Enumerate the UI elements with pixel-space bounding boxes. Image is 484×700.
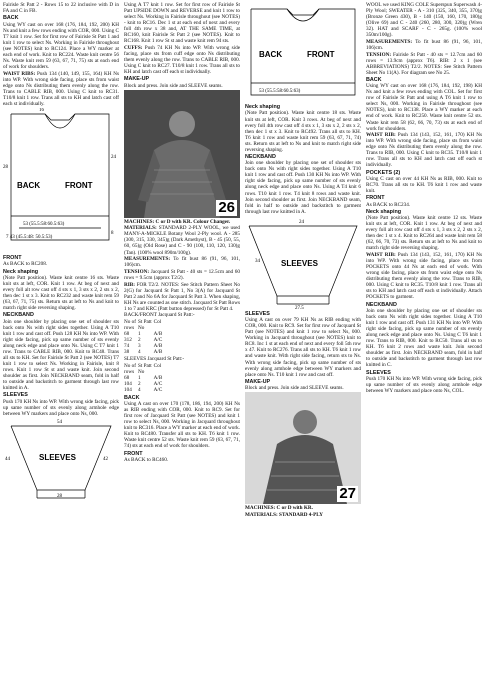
makeup-text: Block and press. Join side and SLEEVE seams. — [124, 82, 223, 89]
front-label: FRONT — [65, 180, 93, 190]
dim-mid: 24 — [111, 154, 116, 160]
sleeve-dim-right: 42 — [103, 456, 108, 462]
sleeves-heading: SLEEVES — [3, 392, 28, 399]
waist-rib-text-4: WAIST RIB: Push 134 (143, 152, 161, 170) KH Ns into WP. With wrong side facing, place sts from waist edge onto Ns distributing them evenly along the row. Trans to RIB, 000. Using C knit to RC35. T10/8 knit 1 row. Trans all sts to KH and latch cast off each st individually. — [366, 132, 482, 169]
garment-photo-27 — [245, 392, 361, 504]
neck-shaping-heading-4: Neck shaping — [366, 208, 402, 215]
neckband-text-2: Join one shoulder by placing one set of shoulder sts back onto Ns with right sides together. Using A T10 knit 1 row and cast off. Push 130 KH Ns into WP. With right side facing, pick up same number of sts evenly along neck edge and place onto Ns. Using A T4 knit 6 rows. T10 knit 1 row. T4 knit 8 rows and waste knit. Join second shoulder as first. Join NECKBAND seam, fold in half to outside and backstitch to garment through last row knitted in A. — [245, 160, 361, 215]
front-text-4: As BACK to RC234. — [366, 201, 411, 208]
neckband-text: Join one shoulder by placing one set of shoulder sts back onto Ns with right sides together. Using A T10 knit 1 row and cast off. Push 128 KH Ns into WP. With right side facing, pick up same number of sts evenly along neck edge and place onto Ns. Using C T7 knit 1 row. Trans to CABLE RIB, 000. Knit to RC48. Trans all sts to KH. Set for Fairisle St Patt 2 (see NOTES) T7 knit 1 row to select Ns. Working in Fairisle, knit 8 rows. Knit 1 row St st and waste knit. Join second shoulder as first. Join NECKBAND seam, fold in half to outside and backstitch to garment through last row knitted in A. — [3, 318, 119, 392]
makeup-heading-2: MAKE-UP — [245, 378, 271, 385]
backfront-patt-text: BACK/FRONT Jacquard St Patt:- — [124, 312, 195, 319]
back-front-diagram — [3, 108, 119, 254]
cuffs-text: CUFFS: Push 74 KH Ns into WP. With wrong side facing, place sts from cuff edge onto Ns distributing them evenly along the row. Trans to CABLE RIB, 000. Using C knit to RC27. T10/8 knit 1 row. Trans all sts to KH and latch cast off each st individually. — [124, 44, 241, 76]
column-4 — [366, 2, 482, 395]
table-row: 104 2 A/C — [124, 381, 163, 388]
back-front-diagram-2 — [245, 3, 361, 103]
sleeve-dim-left: 44 — [5, 456, 10, 462]
back-label-2: BACK — [259, 50, 283, 59]
makeup-heading: MAKE-UP — [124, 76, 150, 83]
back-label: BACK — [17, 180, 41, 190]
sleeve-dim-bottom: 28 — [57, 493, 62, 499]
back-heading: BACK — [3, 15, 19, 22]
neck-shaping-text-2: (Note Patt position). Waste knit centre 18 sts. Waste knit sts at left, COR. Knit 3 rows. At beg of next and every foll 4th row cast off 4 sts x 1, 3 sts x 2, 2 sts x 2, then dec 1 st x 3. Knit to RC492. Trans all sts to KH. T6 knit 1 row and waste knit rem 59 (63, 67, 71, 74) sts. Return sts at left to Ns and knit to match right side reversing shaping. — [245, 110, 361, 153]
front2-text: As BACK to RC460. — [124, 456, 169, 463]
materials-cont-text: WOOL we used KING COLE Superspun Superwash 4-Ply Wool; SWEATER - A - 310 (325, 340, 355, 370)g (Bronze Green 430), B - 140 (150, 160, 170, 180)g (Olive 69) and C - 240 (260, 280, 300, 320)g (Wren 32). HAT and SCARF - C - 265g. (100% wool 350m/100g). — [366, 2, 482, 39]
sleeve-label: SLEEVES — [39, 452, 76, 462]
sleeves-patt-table: No of St Patt Col rows No 68 1 A/B 104 2 A/C 104 4 A/C — [124, 363, 163, 394]
dim-right: 8 — [111, 230, 114, 236]
sleeves-heading-4: SLEEVES — [366, 369, 391, 376]
table-row: 312 2 A/C — [124, 337, 163, 344]
neck-shaping-text-4: (Note Patt position). Waste knit centre 12 sts. Waste knit sts at left, COR. Knit 1 row. At beg of next and every foll alt row cast off 4 sts x 1, 3 sts x 2, 2 sts x 2, then dec 1 st x 4. Knit to RC264 and waste knit rem 58 (62, 66, 70, 73) sts. Return sts at left to Ns and knit to match right side reversing shaping. — [366, 215, 482, 252]
back-text-4: Using WY cast on over 168 (176, 184, 192, 198) KH Ns and knit a few rows ending with COL. Set for first row of Fairisle St Patt and using A T6 knit 1 row to select Ns, 000. Working in Fairisle throughout (see NOTES), knit to RC138. Place a WY marker at each end of work. Knit to RC250. Waste knit centre 52 sts. Waste knit rem 58 (62, 66, 70, 73) sts at each end of work for shoulders. — [366, 83, 482, 132]
sleeve-cont-text: Using A T7 knit 1 row. Set for first row of Fairisle St Patt UPSIDE DOWN and REVERSE and knit 1 row to select Ns. Working in Fairisle throughout (see NOTES) - knit to RC16. Dec 1 st at each end of next and every foll 4th row x 38 and, AT THE SAME TIME, at RC160, knit Fairisle St Patt 2 (see NOTES). Knit to RC168. Knit 1 row St st and waste knit rem 94 sts. — [124, 2, 240, 45]
table-row: 104 4 A/C — [124, 387, 163, 394]
dim-left: 28 — [3, 164, 8, 170]
tension-text: TENSION: Jacquard St Patt - 40 sts = 12.5cm and 60 rows = 9.5cm (approx T2/2). — [124, 268, 240, 281]
dim-width-2: 53 (55.5:58:60.5:63) — [259, 89, 301, 94]
pockets-text: Using C cast on over 44 KH Ns as RIB, 000. Knit to RC70. Trans all sts to KH. T6 knit 1 row and waste knit. — [366, 175, 482, 195]
dim-width: 53 (55.5:58:60.5:63) — [23, 221, 65, 227]
sleeve-diagram — [3, 418, 119, 502]
waist-rib-text-4b: WAIST RIB: Push 134 (143, 152, 161, 170) KH Ns into WP. With wrong side facing, place sts from POCKETS onto 44 Ns at each end of work. With wrong side facing, place sts from waist edge onto Ns distributing them evenly along the row. Trans to RIB, 000. Using C knit to RC35. T10/8 knit 1 row. Trans all sts to KH and latch cast off each st individually. Attach POCKETS to garment. — [366, 252, 482, 301]
table-row: 68 1 A/B — [124, 375, 163, 382]
front-text: As BACK to RC208. — [3, 261, 48, 268]
pockets-heading: POCKETS (2) — [366, 169, 401, 176]
front-heading: FRONT — [3, 255, 22, 262]
makeup-text-2: Block and press. Join side and SLEEVE seams. — [245, 385, 344, 392]
neck-shaping-text: (Note Patt position). Waste knit centre 16 sts. Waste knit sts at left, COR. Knit 1 row. At beg of next and every foll alt row cast off 4 sts x 1, 3 sts x 2, 2 sts x 2, then dec 1 st x 3. Knit to RC232 and waste knit rem 59 (63, 67, 71, 75) sts. Return sts at left to Ns and knit to match right side reversing shaping. — [3, 274, 119, 312]
table-row: 38 4 A/B — [124, 349, 163, 356]
photo-number-27: 27 — [339, 485, 356, 503]
sleeves-text-2: Using A cast on over 79 KH Ns as RIB ending with COR, 000. Knit to RC9. Set for first row of Jacquard St Patt (see NOTES) and knit 1 row to select Ns, 000. Working in Jacquard throughout (see NOTES) knit to RC8. Inc 1 st at each end of next and every foll 5th row x 47. Knit to RC276. Trans all sts to KH. T6 knit 1 row and waste knit. With right side facing, return sts to Ns. With wrong side facing, pick up same number of sts evenly along armhole edge between WY markers and place onto Ns. T10 knit 1 row and cast off. — [245, 317, 361, 378]
measurements-text-4: MEASUREMENTS: To fit bust 86 (91, 96, 101, 106)cm. — [366, 38, 483, 51]
back-text: Using WY cast on over 168 (176, 184, 192, 200) KH Ns and knit a few rows ending with COR, 000. Using C T7 knit 1 row. Set for first row of Fairisle St Patt 1 and knit 1 row to select Ns. Working in Fairisle throughout (see NOTES) knit to RC124. Place a WY marker at each end of work. Knit to RC224. Waste knit centre 56 Ns. Waste knit rem 59 (63, 67, 71, 75) sts at each end of work for shoulders. — [3, 21, 119, 70]
sleeve-diagram-2 — [245, 216, 361, 310]
back-heading-4: BACK — [366, 76, 382, 83]
garment-photo-26 — [124, 90, 240, 218]
neckband-heading-2: NECKBAND — [245, 154, 276, 160]
rib-text: RIB: FOR T2/2. NOTES: See Stitch Pattern Sheet No 2(G) for Jacquard St Patt 1, No 3(A) for Jacquard St Patt 2 and No 6A for Jacquard St Patt 3. When shaping, KH Ns are counted as one stitch. Jacquard St Patt Rows 1 to 7 and KRC (Patt button depressed) for St Patt 4. — [124, 281, 241, 312]
tension-text-4: TENSION: Fairisle St Patt - 40 sts = 12.7cm and 60 rows = 13.9cm (approx T6). RIB: 2 x 1 (see ABBREVIATIONS) T2/2. NOTES: See Stitch Pattern Sheet No 11(A). For diagram see No 25. — [366, 51, 482, 76]
waist-ribs-text: WAIST RIBS: Push 134 (140, 149, 155, 164) KH Ns into WP. With wrong side facing, place sts from waist edge onto Ns distributing them evenly along the row. Trans to CABLE RIB, 000. Using C knit to RC31. T10/8 knit 1 row. Trans all sts to KH and latch cast off each st individually. — [3, 70, 119, 107]
sleeve-dim-top: 54 — [57, 419, 62, 425]
sleeves-text-4: Push 170 KH Ns into WP. With wrong side facing, pick up same number of sts evenly along armhole edge between WY markers and place onto Ns, COL. — [366, 375, 482, 394]
neckband-heading-4: NECKBAND — [366, 301, 397, 308]
sleeve2-dim-bottom: 27.5 — [295, 305, 304, 310]
column-2 — [124, 2, 240, 463]
back2-heading: BACK — [124, 394, 140, 401]
column-3 — [245, 2, 361, 518]
measurements-text: MEASUREMENTS: To fit bust 86 (91, 96, 101, 106)cm. — [124, 256, 241, 269]
dim-bottom: 7 43 (45.5:48: 50.5:53) — [6, 234, 53, 240]
materials-text: MATERIALS: STANDARD 2-PLY WOOL, we used MANY-A-MICKLE Botany Wool 2-Ply wool. A - 285 (300, 315, 330, 345)g (Dark Amethyst), B - 45 (50, 55, 60, 65)g (Old Rose) and C - 90 (100, 110, 120, 130)g (Tan). (100% wool 890m/100g). — [124, 225, 240, 256]
sleeves-text: Push 170 KH Ns into WP. With wrong side facing, pick up same number of sts evenly along armhole edge between WY markers and place onto Ns, 000. — [3, 398, 119, 417]
table-row: 74 3 A/B — [124, 343, 163, 350]
front2-heading: FRONT — [124, 450, 143, 457]
dim-top: 16 — [39, 107, 44, 113]
materials-text-2: MATERIALS: STANDARD 4-PLY — [245, 511, 324, 518]
neckband-heading: NECKBAND — [3, 312, 34, 319]
sleeve2-dim-left: 34 — [255, 258, 260, 264]
backfront-patt-table: No of St Patt Col rows No 68 1 A/B 312 2 A/C 74 3 A/B 38 4 A/B — [124, 319, 163, 356]
back2-text: Using A cast on over 170 (178, 186, 194, 200) KH Ns as RIB ending with COR, 000. Knit to RC9. Set for first row of Jacquard St Patt (see NOTES) and knit 1 row to select Ns, 000. Working in Jacquard throughout knit to RC316. Place a WY marker at each end of work. Knit to RC480. Transfer all sts to KH. T6 knit 1 row. Waste knit centre 52 sts. Waste knit rem 59 (63, 67, 71, 74) sts at each end of work for shoulders. — [124, 400, 240, 450]
neck-shaping-heading-2: Neck shaping — [245, 104, 281, 111]
sleeve2-dim-top: 24 — [299, 219, 304, 225]
sleeves-patt-text: SLEEVES Jacquard St Patt:- — [124, 356, 185, 363]
neck-shaping-heading: Neck shaping — [3, 268, 39, 275]
column-1 — [3, 2, 119, 503]
table-row: 68 1 A/B — [124, 331, 163, 338]
intro-text: Fairisle St Patt 2 - Rows 15 to 22 inclusive with D in FA and C in FB. — [3, 2, 119, 15]
photo-number-26: 26 — [218, 198, 235, 216]
front-label-2: FRONT — [307, 50, 335, 59]
neckband-text-4: Join one shoulder by placing one set of shoulder sts back onto Ns with right sides together. Using A T10 knit 1 row and cast off. Push 131 KH Ns into WP. With right side facing, pick up same number of sts evenly along neck edge and place onto Ns. Using C T6 knit 1 row. Trans to RIB, 000. Knit to RC50. Trans all sts to KH. T6 knit 2 rows and waste knit. Join second shoulder as first. Join NECKBAND seam, fold in half to outside and backstitch to garment through last row knitted in C. — [366, 307, 482, 369]
sleeve2-label: SLEEVES — [281, 258, 318, 268]
machines-text-2: MACHINES: C or D with KR. — [245, 505, 313, 512]
front-heading-4: FRONT — [366, 195, 385, 202]
machines-text: MACHINES: C or D with KR. Colour Changer. — [124, 218, 231, 225]
sleeves-heading-2: SLEEVES — [245, 310, 270, 317]
